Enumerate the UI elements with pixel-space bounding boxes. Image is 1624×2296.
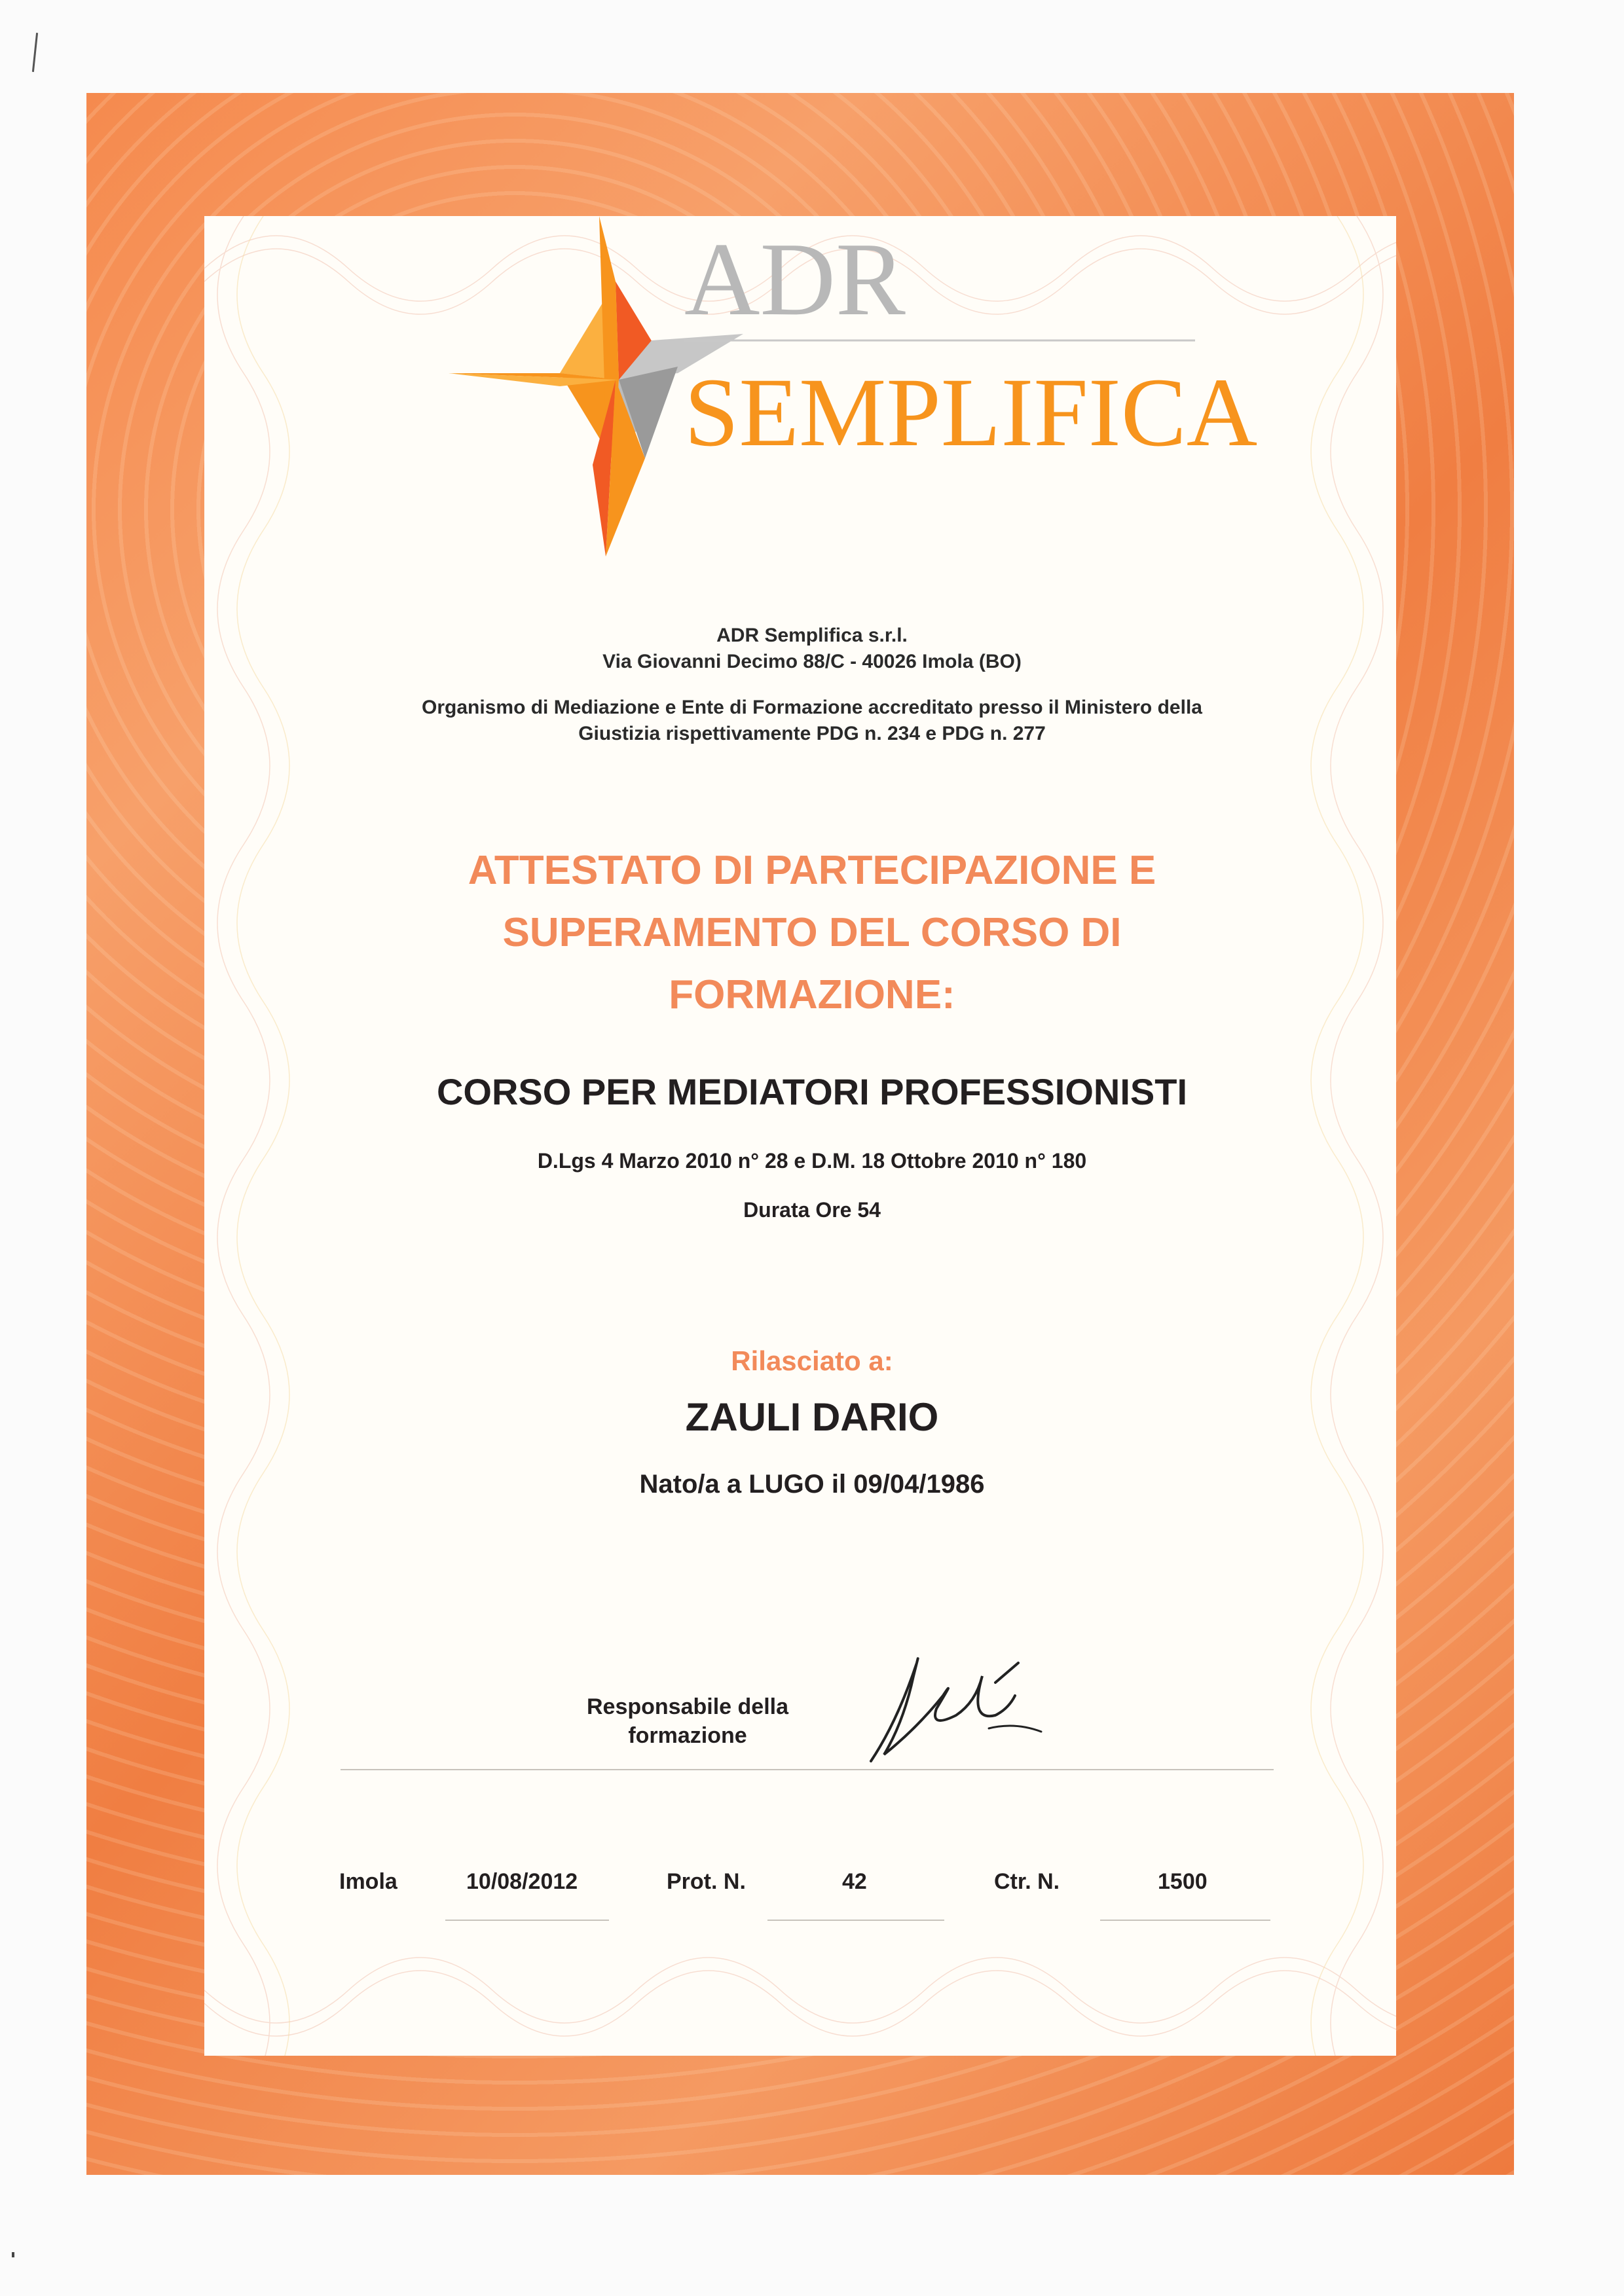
course-duration: Durata Ore 54 [743,1198,881,1222]
prot-value: 42 [842,1869,867,1894]
signature-label [563,1692,812,1750]
law-reference: D.Lgs 4 Marzo 2010 n° 28 e D.M. 18 Ottobre 2010 n° 180 [537,1149,1087,1173]
signature-line [341,1769,1274,1770]
company-name: ADR Semplifica s.r.l. [716,625,908,646]
handwritten-signature [858,1637,1067,1768]
ctr-label: Ctr. N. [994,1869,1060,1894]
issued-to-label: Rilasciato a: [731,1345,893,1376]
company-address: Via Giovanni Decimo 88/C - 40026 Imola (BO) [602,651,1022,672]
certificate-title-line-2: SUPERAMENTO DEL CORSO DI [502,910,1122,955]
ctr-value: 1500 [1158,1869,1208,1894]
prot-label: Prot. N. [667,1869,746,1894]
recipient-name: ZAULI DARIO [685,1395,939,1439]
date-underline [445,1920,609,1921]
adr-semplifica-logo [252,151,1300,622]
footer-date: 10/08/2012 [466,1869,578,1894]
prot-underline [767,1920,944,1921]
ctr-underline [1100,1920,1270,1921]
footer-place: Imola [339,1869,397,1894]
logo-word-bottom: SEMPLIFICA [684,358,1258,467]
signature-label-line-2: formazione [628,1723,747,1748]
recipient-birth: Nato/a a LUGO il 09/04/1986 [639,1470,985,1499]
certificate-title-line-1: ATTESTATO DI PARTECIPAZIONE E [468,848,1156,893]
course-name: CORSO PER MEDIATORI PROFESSIONISTI [436,1071,1188,1112]
accreditation-line-1: Organismo di Mediazione e Ente di Formazione accreditato presso il Ministero della [422,697,1202,718]
certificate-title-line-3: FORMAZIONE: [669,972,955,1017]
signature-label-line-1: Responsabile della [587,1694,788,1719]
accreditation-line-2: Giustizia rispettivamente PDG n. 234 e PDG n. 277 [578,723,1046,744]
logo-word-top: ADR [684,221,906,337]
